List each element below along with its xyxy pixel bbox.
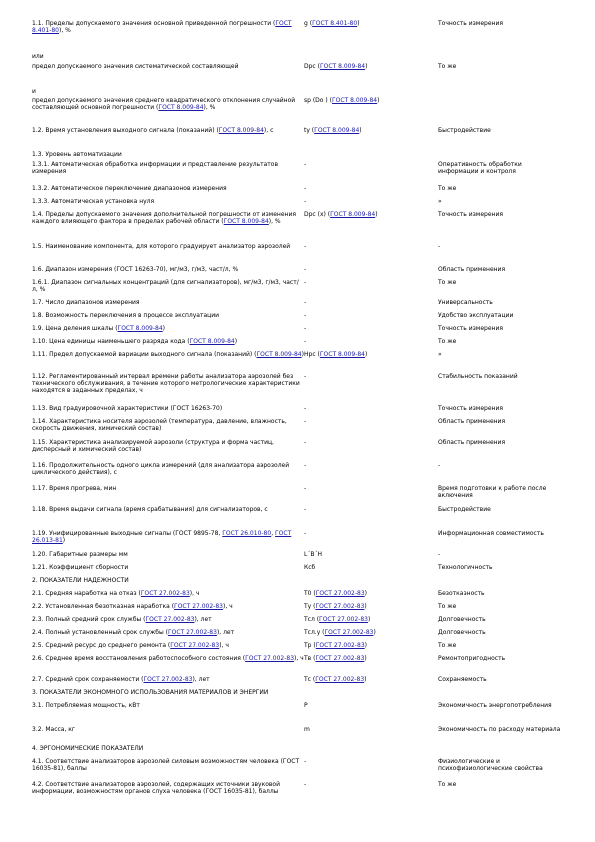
indicator-name: 1.3.2. Автоматическое переключение диапазонов измерения	[32, 185, 227, 192]
indicator-name: 3.1. Потребляемая мощность, кВт	[32, 702, 140, 709]
gost-link[interactable]: ГОСТ 8.009-84	[256, 351, 302, 358]
gost-link[interactable]: ГОСТ 8.401-80	[32, 20, 292, 34]
indicator-name: 2. ПОКАЗАТЕЛИ НАДЕЖНОСТИ	[32, 577, 129, 584]
gost-link[interactable]: ГОСТ 27.002-83	[174, 603, 223, 610]
indicator-property: Экономичность по расходу материала	[438, 726, 561, 733]
indicator-name: 1.1. Пределы допускаемого значения основной приведенной погрешности (ГОСТ 8.401-80), %	[32, 20, 292, 34]
indicator-designation: Тв (ГОСТ 27.002-83)	[304, 655, 367, 662]
indicator-designation: -	[304, 405, 307, 412]
indicator-name: 1.16. Продолжительность одного цикла измерений (для анализатора аэрозолей циклического действия), с	[32, 462, 290, 476]
gost-link[interactable]: ГОСТ 27.002-83	[315, 676, 365, 683]
indicator-name: 1.4. Пределы допускаемого значения дополнительной погрешности от изменения каждого влияющего фактора в пределах рабочей области (ГОСТ 8.009-84), %	[32, 211, 296, 225]
indicator-designation: Dрс (x) (ГОСТ 8.009-84)	[304, 211, 378, 218]
gost-link[interactable]: ГОСТ 8.009-84	[319, 351, 365, 358]
gost-link[interactable]: ГОСТ 27.002-83	[245, 655, 295, 662]
indicator-designation: -	[304, 439, 307, 446]
indicator-designation: -	[304, 506, 307, 513]
indicator-name: 1.14. Характеристика носителя аэрозолей (температура, давление, влажность, скорость движения, химический состав)	[32, 418, 287, 432]
indicator-name: 1.9. Цена деления шкалы (ГОСТ 8.009-84)	[32, 325, 165, 332]
indicator-property: Точность измерения	[438, 405, 503, 412]
indicator-designation: -	[304, 781, 307, 788]
indicator-designation: tу (ГОСТ 8.009-84)	[304, 127, 362, 134]
gost-link[interactable]: ГОСТ 27.002-83	[315, 603, 365, 610]
gost-link[interactable]: ГОСТ 27.002-83	[324, 629, 374, 636]
indicator-name: 1.11. Предел допускаемой вариации выходного сигнала (показаний) (ГОСТ 8.009-84)	[32, 351, 304, 358]
indicator-name: 2.7. Средний срок сохраняемости (ГОСТ 27.002-83), лет	[32, 676, 210, 683]
gost-link[interactable]: ГОСТ 26.010-80	[222, 530, 272, 537]
indicator-name: 1.3. Уровень автоматизации	[32, 151, 122, 158]
indicator-designation: -	[304, 338, 307, 345]
indicator-property: То же	[438, 338, 457, 345]
indicator-name: 1.7. Число диапазонов измерения	[32, 299, 140, 306]
gost-link[interactable]: ГОСТ 27.002-83	[170, 642, 220, 649]
indicator-property: Быстродействие	[438, 506, 491, 513]
indicator-designation: -	[304, 462, 307, 469]
indicator-name: 1.2. Время установления выходного сигнала (показаний) (ГОСТ 8.009-84), с	[32, 127, 274, 134]
indicator-name: 1.13. Вид градуировочной характеристики (ГОСТ 16263-70)	[32, 405, 223, 412]
indicator-designation: -	[304, 373, 307, 380]
indicator-name: 2.6. Среднее время восстановления работоспособного состояния (ГОСТ 27.002-83), ч	[32, 655, 304, 662]
indicator-designation: -	[304, 243, 307, 250]
gost-link[interactable]: ГОСТ 8.009-84	[189, 338, 235, 345]
gost-link[interactable]: ГОСТ 8.009-84	[117, 325, 163, 332]
indicator-property: То же	[438, 642, 457, 649]
gost-link[interactable]: ГОСТ 8.401-80	[312, 20, 358, 27]
gost-link[interactable]: ГОСТ 8.009-84	[319, 63, 366, 70]
indicator-designation: -	[304, 266, 307, 273]
indicator-name: 3. ПОКАЗАТЕЛИ ЭКОНОМНОГО ИСПОЛЬЗОВАНИЯ МАТЕРИАЛОВ И ЭНЕРГИИ	[32, 689, 269, 696]
indicator-name: и	[32, 88, 36, 95]
indicator-property: Быстродействие	[438, 127, 491, 134]
indicator-property: Универсальность	[438, 299, 493, 306]
indicator-name: 4. ЭРГОНОМИЧЕСКИЕ ПОКАЗАТЕЛИ	[32, 745, 144, 752]
indicator-designation: -	[304, 418, 307, 425]
gost-link[interactable]: ГОСТ 8.009-84	[331, 97, 378, 104]
indicator-designation: P	[304, 702, 308, 709]
indicator-name: 1.18. Время выдачи сигнала (время срабатывания) для сигнализаторов, с	[32, 506, 268, 513]
indicator-property: То же	[438, 603, 457, 610]
indicator-property: Долговечность	[438, 629, 486, 636]
indicator-designation: -	[304, 161, 307, 168]
indicator-property: Точность измерения	[438, 325, 503, 332]
indicator-designation: Ксб	[304, 564, 316, 571]
indicator-property: То же	[438, 279, 457, 286]
indicator-name: 1.6.1. Диапазон сигнальных концентраций (для сигнализаторов), мг/м3, г/м3, част/л, %	[32, 279, 299, 293]
indicator-name: предел допускаемого значения среднего квадратического отклонения случайной составляющей основной погрешности (ГОСТ 8.009-84), %	[32, 97, 296, 111]
indicator-property: То же	[438, 63, 457, 70]
indicator-property: Точность измерения	[438, 20, 503, 27]
indicator-designation: L´B´H	[304, 551, 322, 558]
indicator-property: Безотказность	[438, 590, 485, 597]
gost-link[interactable]: ГОСТ 8.009-84	[314, 127, 360, 134]
indicator-name: 1.3.1. Автоматическая обработка информации и представление результатов измерения	[32, 161, 279, 175]
indicator-name: 4.1. Соответствие анализаторов аэрозолей силовым возможностям человека (ГОСТ 16035-81), баллы	[32, 758, 300, 772]
indicator-property: Экономичность энергопотребления	[438, 702, 552, 709]
gost-link[interactable]: ГОСТ 8.009-84	[218, 127, 264, 134]
gost-link[interactable]: ГОСТ 27.002-83	[145, 616, 195, 623]
gost-link[interactable]: ГОСТ 27.002-83	[143, 676, 193, 683]
indicator-designation: Ту (ГОСТ 27.002-83)	[304, 603, 367, 610]
indicator-name: или	[32, 53, 44, 60]
indicator-property: »	[438, 351, 442, 358]
indicator-name: 2.1. Средняя наработка на отказ (ГОСТ 27.002-83), ч	[32, 590, 200, 597]
indicator-designation: Тс (ГОСТ 27.002-83)	[304, 676, 367, 683]
indicator-designation: -	[304, 758, 307, 765]
indicator-designation: -	[304, 279, 307, 286]
indicator-name: 1.10. Цена единицы наименьшего разряда кода (ГОСТ 8.009-84)	[32, 338, 238, 345]
indicator-property: Время подготовки к работе после включения	[438, 485, 547, 499]
indicator-name: 1.3.3. Автоматическая установка нуля	[32, 198, 155, 205]
indicator-property: -	[438, 462, 441, 469]
indicator-name: предел допускаемого значения систематической составляющей	[32, 63, 239, 70]
indicator-designation: -	[304, 530, 307, 537]
indicator-name: 1.15. Характеристика анализируемой аэрозоли (структура и форма частиц, дисперсный и химический состав)	[32, 439, 274, 453]
indicator-name: 1.6. Диапазон измерения (ГОСТ 16263-70), мг/м3, г/м3, част/л, %	[32, 266, 239, 273]
gost-link[interactable]: ГОСТ 27.002-83	[315, 655, 365, 662]
indicator-name: 1.8. Возможность переключения в процессе эксплуатации	[32, 312, 220, 319]
indicator-designation: Тсл.у (ГОСТ 27.002-83)	[304, 629, 376, 636]
indicator-designation: -	[304, 198, 307, 205]
indicator-name: 1.21. Коэффициент сборности	[32, 564, 129, 571]
indicator-property: -	[438, 243, 441, 250]
indicator-designation: Dрс (ГОСТ 8.009-84)	[304, 63, 368, 70]
indicator-property: То же	[438, 185, 457, 192]
indicator-property: Технологичность	[438, 564, 493, 571]
indicator-name: 2.2. Установленная безотказная наработка (ГОСТ 27.002-83), ч	[32, 603, 233, 610]
indicator-designation: Т0 (ГОСТ 27.002-83)	[304, 590, 368, 597]
indicator-name: 2.4. Полный установленный срок службы (ГОСТ 27.002-83), лет	[32, 629, 235, 636]
indicator-name: 2.3. Полный средний срок службы (ГОСТ 27.002-83), лет	[32, 616, 212, 623]
indicator-property: Область применения	[438, 439, 506, 446]
gost-link[interactable]: ГОСТ 27.002-83	[315, 642, 365, 649]
indicator-name: 1.19. Унифицированные выходные сигналы (ГОСТ 9895-78, ГОСТ 26.010-80, ГОСТ 26.013-81)	[32, 530, 292, 544]
gost-link[interactable]: ГОСТ 8.009-84	[223, 218, 269, 225]
indicator-property: Сохраняемость	[438, 676, 487, 683]
indicator-property: Ремонтопригодность	[438, 655, 506, 662]
indicator-property: Точность измерения	[438, 211, 503, 218]
indicator-designation: Нрс (ГОСТ 8.009-84)	[304, 351, 368, 358]
indicator-property: Область применения	[438, 418, 506, 425]
indicator-name: 1.17. Время прогрева, мин	[32, 485, 117, 492]
indicator-property: Информационная совместимость	[438, 530, 544, 537]
indicator-name: 2.5. Средний ресурс до среднего ремонта (ГОСТ 27.002-83), ч	[32, 642, 229, 649]
gost-link[interactable]: ГОСТ 27.002-83	[140, 590, 190, 597]
indicator-designation: m	[304, 726, 310, 733]
indicator-designation: -	[304, 299, 307, 306]
indicator-property: То же	[438, 781, 457, 788]
indicator-designation: Тр (ГОСТ 27.002-83)	[304, 642, 368, 649]
indicator-property: Физиологические и психофизиологические свойства	[438, 758, 543, 772]
indicator-designation: g (ГОСТ 8.401-80)	[304, 20, 360, 27]
indicator-designation: -	[304, 312, 307, 319]
indicator-designation: -	[304, 325, 307, 332]
gost-link[interactable]: ГОСТ 27.002-83	[315, 590, 365, 597]
indicator-name: 1.12. Регламентированный интервал времени работы анализатора аэрозолей без технического обслуживания, в течение которого метрологические характеристики находятся в заданных пределах, ч	[32, 373, 300, 394]
indicator-name: 4.2. Соответствие анализаторов аэрозолей, содержащих источники звуковой информации, возможностям органов слуха человека (ГОСТ 16035-81), баллы	[32, 781, 281, 795]
indicator-property: Стабильность показаний	[438, 373, 518, 380]
indicator-property: Область применения	[438, 266, 506, 273]
indicator-designation: Тсл (ГОСТ 27.002-83)	[304, 616, 371, 623]
indicator-property: -	[438, 551, 441, 558]
gost-link[interactable]: ГОСТ 8.009-84	[158, 104, 204, 111]
indicator-property: Удобство эксплуатации	[438, 312, 514, 319]
indicator-name: 1.20. Габаритные размеры мм	[32, 551, 128, 558]
indicator-property: Оперативность обработки информации и контроля	[438, 161, 522, 175]
gost-link[interactable]: ГОСТ 27.002-83	[319, 616, 368, 623]
gost-link[interactable]: ГОСТ 26.013-81	[32, 530, 292, 544]
indicator-designation: -	[304, 485, 307, 492]
indicator-designation: -	[304, 185, 307, 192]
indicator-property: »	[438, 198, 442, 205]
gost-link[interactable]: ГОСТ 8.009-84	[330, 211, 376, 218]
indicator-designation: sр (Dо ) (ГОСТ 8.009-84)	[304, 97, 380, 104]
gost-link[interactable]: ГОСТ 27.002-83	[168, 629, 217, 636]
indicator-name: 1.5. Наименование компонента, для которого градуирует анализатор аэрозолей	[32, 243, 291, 250]
indicator-property: Долговечность	[438, 616, 486, 623]
indicator-name: 3.2. Масса, кг	[32, 726, 76, 733]
